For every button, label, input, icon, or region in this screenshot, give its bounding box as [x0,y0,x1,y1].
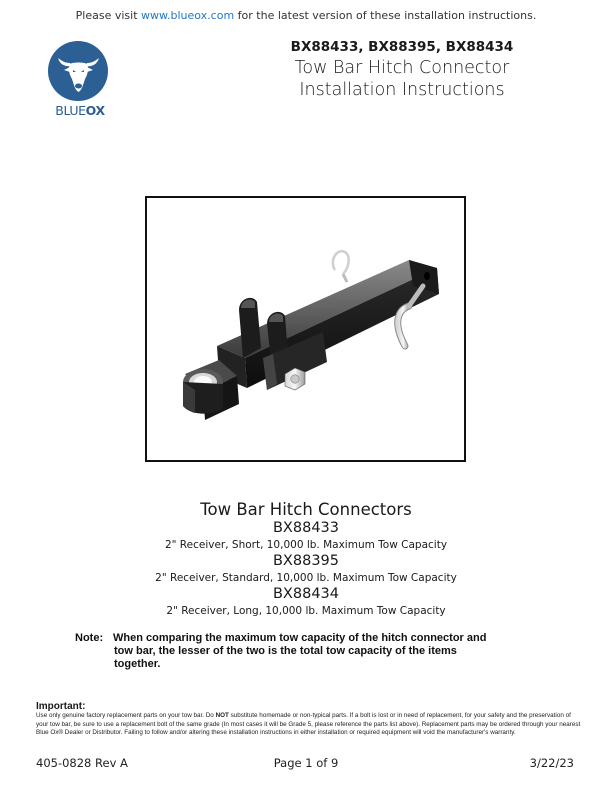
capacity-note [75,632,545,671]
note-line-1: When comparing the maximum tow capacity of the hitch connector and [113,632,487,644]
note-line-2: tow bar, the lesser of the two is the total tow capacity of the items [114,645,457,657]
part-number-3: BX88434 [272,586,339,602]
ox-head-icon [44,38,116,104]
part-description-2: 2" Receiver, Standard, 10,000 lb. Maximum Tow Capacity [155,572,457,584]
website-notice-prefix: Please visit [75,9,142,22]
note-label: Note: [75,632,104,644]
important-text-part-1: Use only genuine factory replacement parts on your tow bar. Do [36,712,216,719]
important-text-bold: NOT [215,712,229,719]
logo-word-ox: OX [85,103,105,118]
title-line-1: Tow Bar Hitch Connector [294,58,510,78]
important-heading: Important: [36,701,86,712]
part-description-1: 2" Receiver, Short, 10,000 lb. Maximum Tow Capacity [164,539,448,551]
important-text [36,712,581,738]
page-number: Page 1 of 9 [273,756,339,770]
model-numbers: BX88433, BX88395, BX88434 [290,39,514,55]
important-text-part-2: substitute homemade or non-typical parts. If a bolt is lost or in need of replacement, for your safety and the preservation of your tow bar, be sure to use a replacement bolt of the same grade (In most cases it will be Grade 5, please reference the parts list above). Replacement parts may be ordered through your nearest Blue Ox® Dealer or Distributor. Failing to follow and/or altering these installation instructions in either installation or required equipment will void the manufacturer's warranty. [36,712,581,736]
title-line-2: Installation Instructions [299,80,505,100]
part-description-3: 2" Receiver, Long, 10,000 lb. Maximum Tow Capacity [166,605,446,617]
website-link[interactable]: www.blueox.com [141,9,235,22]
revision-date: 3/22/23 [529,756,574,770]
product-image [145,196,466,462]
product-heading: Tow Bar Hitch Connectors [200,500,412,519]
website-notice-suffix: for the latest version of these installation instructions. [234,9,537,22]
document-title [262,57,542,101]
logo-wordmark [44,103,116,118]
part-number-2: BX88395 [272,553,339,569]
hitch-connector-illustration [147,198,464,460]
website-notice [0,9,612,22]
note-line-3: together. [114,658,161,670]
document-number: 405-0828 Rev A [36,756,128,770]
logo-word-blue: BLUE [55,103,86,118]
part-number-1: BX88433 [272,520,339,536]
